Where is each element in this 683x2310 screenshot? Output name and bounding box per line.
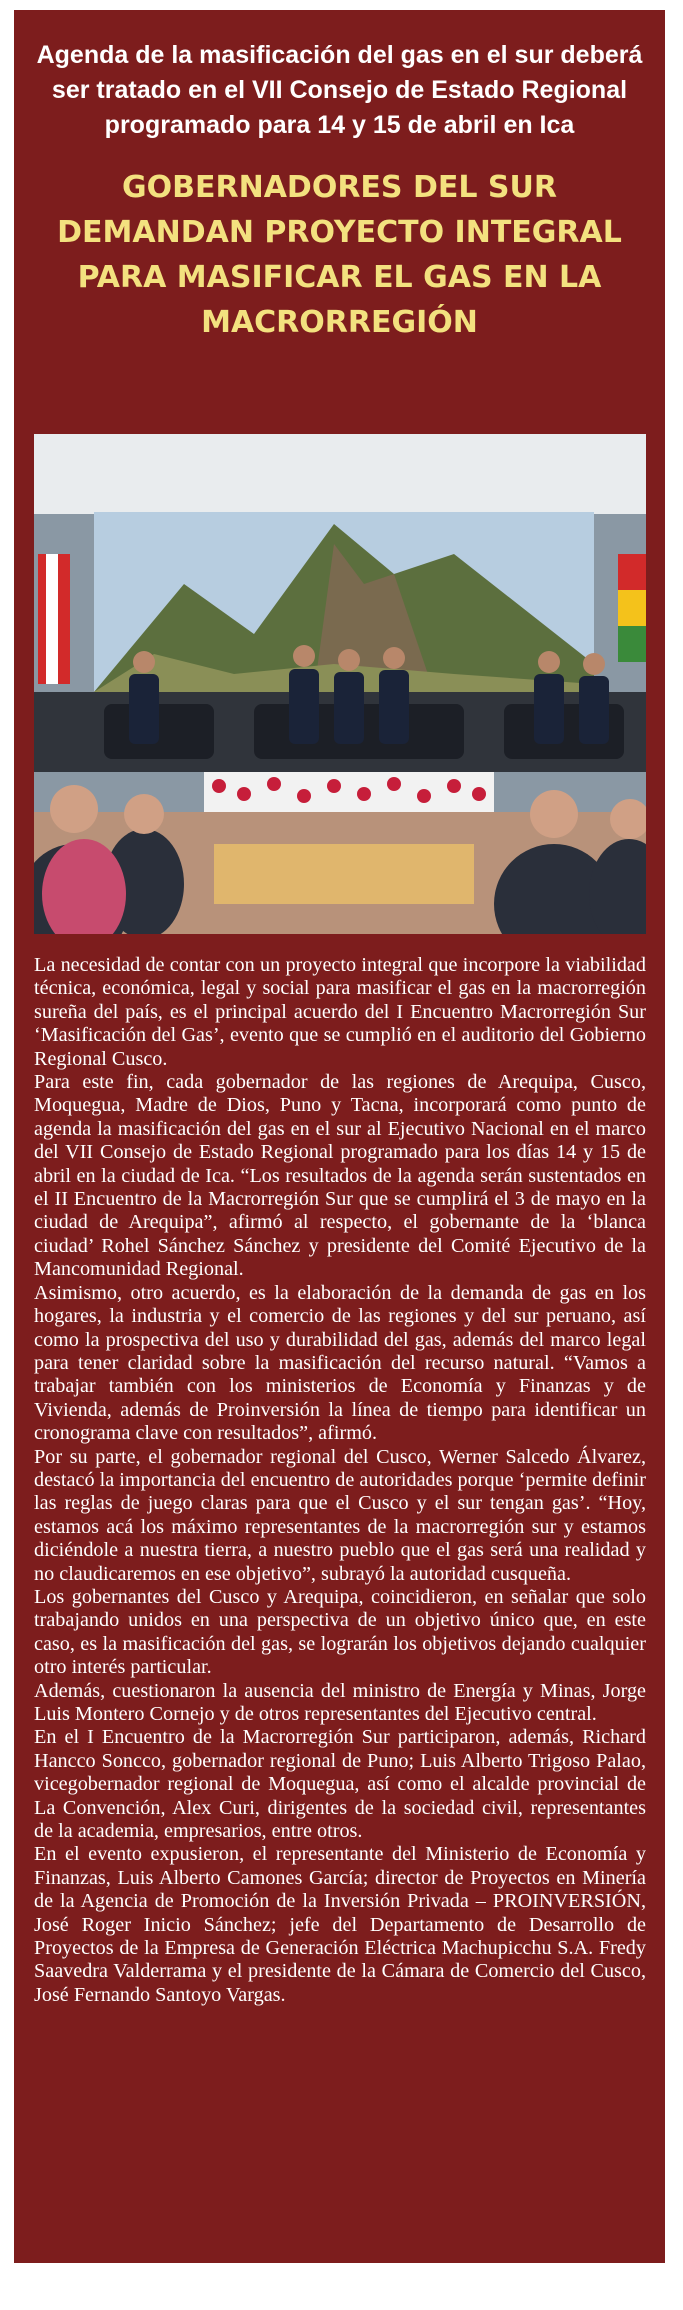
article-paragraph: Para este fin, cada gobernador de las regiones de Arequipa, Cusco, Moquegua, Madre de Dios, Puno y Tacna, incorporará como punto de agenda la masificación del gas en el sur al Ejecutivo Nacional en el marco del VII Consejo de Estado Regional programado para los días 14 y 15 de abril en la ciudad de Ica. “Los resultados de la agenda serán sustentados en el II Encuentro de la Macrorregión Sur que se cumplirá el 3 de mayo en la ciudad de Arequipa”, afirmó al respecto, el gobernante de la ‘blanca ciudad’ Rohel Sánchez Sánchez y presidente del Comité Ejecutivo de la Mancomunidad Regional.	[34, 1071, 646, 1281]
article-paragraph: La necesidad de contar con un proyecto integral que incorpore la viabilidad técnica, económica, legal y social para masificar el gas en la macrorregión sureña del país, es el principal acuerdo del I Encuentro Macrorregión Sur ‘Masificación del Gas’, evento que se cumplió en el auditorio del Gobierno Regional Cusco.	[34, 954, 646, 1070]
article-headline: GOBERNADORES DEL SUR DEMANDAN PROYECTO INTEGRAL PARA MASIFICAR EL GAS EN LA MACRORREGIÓN	[57, 170, 622, 340]
article-paragraph: Por su parte, el gobernador regional del Cusco, Werner Salcedo Álvarez, destacó la importancia del encuentro de autoridades porque ‘permite definir las reglas de juego claras para que el Cusco y el sur tengan gas’. “Hoy, estamos acá los máximo representantes de la macrorregión sur y estamos diciéndole a nuestra tierra, a nuestro pueblo que el gas será una realidad y no claudicaremos en ese objetivo”, subrayó la autoridad cusqueña.	[34, 1445, 646, 1585]
article-paragraph: Asimismo, otro acuerdo, es la elaboración de la demanda de gas en los hogares, la industria y el comercio de las regiones y del sur peruano, así como la prospectiva del uso y durabilidad del gas, además del marco legal para tener claridad sobre la masificación del recurso natural. “Vamos a trabajar también con los ministerios de Economía y Finanzas y de Vivienda, además de Proinversión la línea de tiempo para identificar un cronograma clave con resultados”, afirmó.	[34, 1281, 646, 1445]
article-paragraph: En el I Encuentro de la Macrorregión Sur participaron, además, Richard Hancco Soncco, gobernador regional de Puno; Luis Alberto Trigoso Palao, vicegobernador regional de Moquegua, así como el alcalde provincial de La Convención, Alex Curi, dirigentes de la sociedad civil, representantes de la academia, empresarios, entre otros.	[34, 1726, 646, 1843]
article-paragraph: En el evento expusieron, el representante del Ministerio de Economía y Finanzas, Luis Alberto Camones García; director de Proyectos en Minería de la Agencia de Promoción de la Inversión Privada – PROINVERSIÓN, José Roger Inicio Sánchez; jefe del Departamento de Desarrollo de Proyectos de la Empresa de Generación Eléctrica Machupicchu S.A. Fredy Saavedra Valderrama y el presidente de la Cámara de Comercio del Cusco, José Fernando Santoyo Vargas.	[34, 1843, 646, 2006]
article-kicker: Agenda de la masificación del gas en el sur deberá ser tratado en el VII Consejo de Estado Regional programado para 14 y 15 de abril en Ica	[36, 41, 643, 139]
article-paragraph: Además, cuestionaron la ausencia del ministro de Energía y Minas, Jorge Luis Montero Cornejo y de otros representantes del Ejecutivo central.	[34, 1679, 646, 1725]
article-photo	[34, 434, 646, 934]
article-panel	[14, 10, 665, 2263]
article-body	[34, 954, 646, 2007]
article-paragraph: Los gobernantes del Cusco y Arequipa, coincidieron, en señalar que solo trabajando unidos en una perspectiva de un objetivo único que, en este caso, es la masificación del gas, se lograrán los objetivos dejando cualquier otro interés particular.	[34, 1585, 646, 1679]
